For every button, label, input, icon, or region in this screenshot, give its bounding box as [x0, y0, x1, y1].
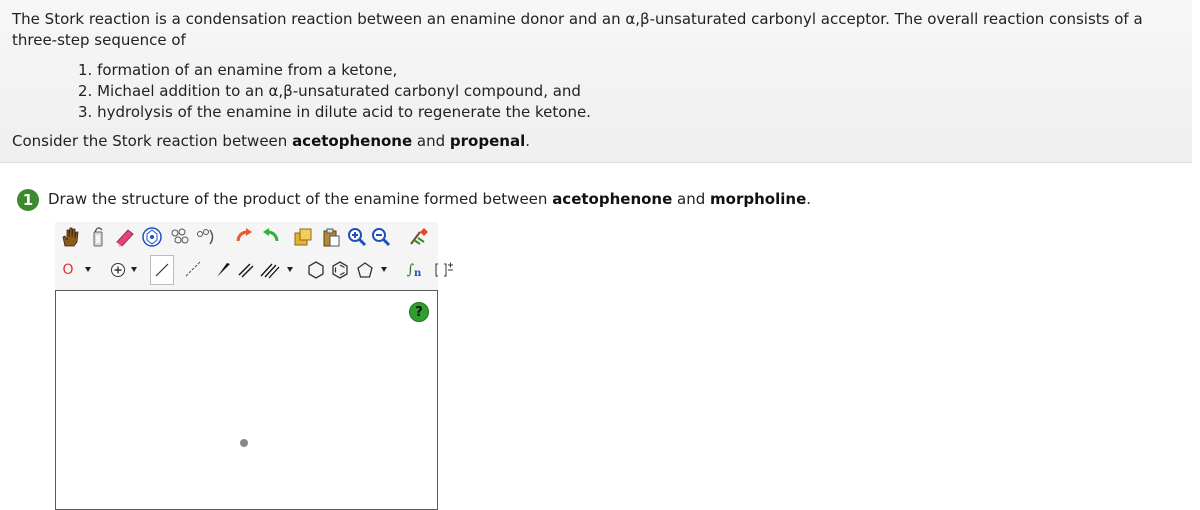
compound-acetophenone: acetophenone [552, 190, 673, 208]
single-bond-icon[interactable] [150, 255, 174, 285]
cyclopentane-icon[interactable] [354, 255, 376, 285]
problem-intro [0, 0, 1192, 163]
step-item: 3. hydrolysis of the enamine in dilute acid to regenerate the ketone. [78, 103, 591, 121]
bracket-charge-icon[interactable] [432, 255, 456, 285]
atom-dropdown-chevron-down-icon[interactable] [85, 267, 91, 272]
copy-icon[interactable] [291, 224, 315, 250]
eraser-icon[interactable] [113, 224, 137, 250]
question-text [48, 189, 811, 210]
charge-dropdown-chevron-down-icon[interactable] [131, 267, 137, 272]
consider-and: and [412, 132, 450, 150]
template-ring-icon[interactable] [140, 224, 164, 250]
step-item: 2. Michael addition to an α,β-unsaturated carbonyl compound, and [78, 82, 581, 100]
step-list [78, 60, 591, 123]
double-bond-icon[interactable] [234, 255, 258, 285]
step-item: 1. formation of an enamine from a ketone, [78, 61, 398, 79]
triple-bond-icon[interactable] [256, 255, 284, 285]
lasso-select-icon[interactable] [86, 224, 110, 250]
question-number-badge: 1 [17, 189, 39, 211]
intro-paragraph: The Stork reaction is a condensation reaction between an enamine donor and an α,β-unsaturated carbonyl acceptor. The overall reaction consists of a three-step sequence of [12, 10, 1143, 49]
reaction-map-icon[interactable] [194, 224, 218, 250]
question-suffix: . [806, 190, 812, 208]
hashed-bond-icon[interactable] [180, 255, 206, 285]
sgroup-integral-glyph: ∫ [406, 262, 414, 278]
question-prefix: Draw the structure of the product of the enamine formed between [48, 190, 553, 208]
charge-plus-icon[interactable] [108, 255, 128, 285]
consider-text [12, 131, 530, 152]
consider-prefix: Consider the Stork reaction between [12, 132, 293, 150]
bond-dropdown-chevron-down-icon[interactable] [287, 267, 293, 272]
ring-dropdown-chevron-down-icon[interactable] [381, 267, 387, 272]
drawing-canvas[interactable] [55, 290, 438, 510]
benzene-icon[interactable] [329, 255, 351, 285]
compound-morpholine: morpholine [710, 190, 807, 208]
undo-icon[interactable] [232, 224, 256, 250]
zoom-out-icon[interactable] [369, 224, 393, 250]
question-and: and [672, 190, 711, 208]
redo-icon[interactable] [259, 224, 283, 250]
consider-suffix: . [525, 132, 530, 150]
sgroup-icon[interactable] [397, 255, 431, 285]
clean-structure-icon[interactable] [406, 224, 432, 250]
zoom-in-icon[interactable] [345, 224, 369, 250]
compound-propenal: propenal [449, 132, 526, 150]
atom-selector[interactable]: O [62, 262, 74, 278]
wedge-bond-icon[interactable] [211, 255, 235, 285]
canvas-center-dot [240, 439, 248, 447]
paste-icon[interactable] [319, 224, 343, 250]
help-icon[interactable]: ? [409, 302, 429, 322]
hand-icon[interactable] [58, 224, 82, 250]
compound-acetophenone: acetophenone [292, 132, 413, 150]
sgroup-n-label: n [414, 267, 422, 279]
cluster-icon[interactable] [169, 224, 191, 250]
cyclohexane-icon[interactable] [305, 255, 327, 285]
